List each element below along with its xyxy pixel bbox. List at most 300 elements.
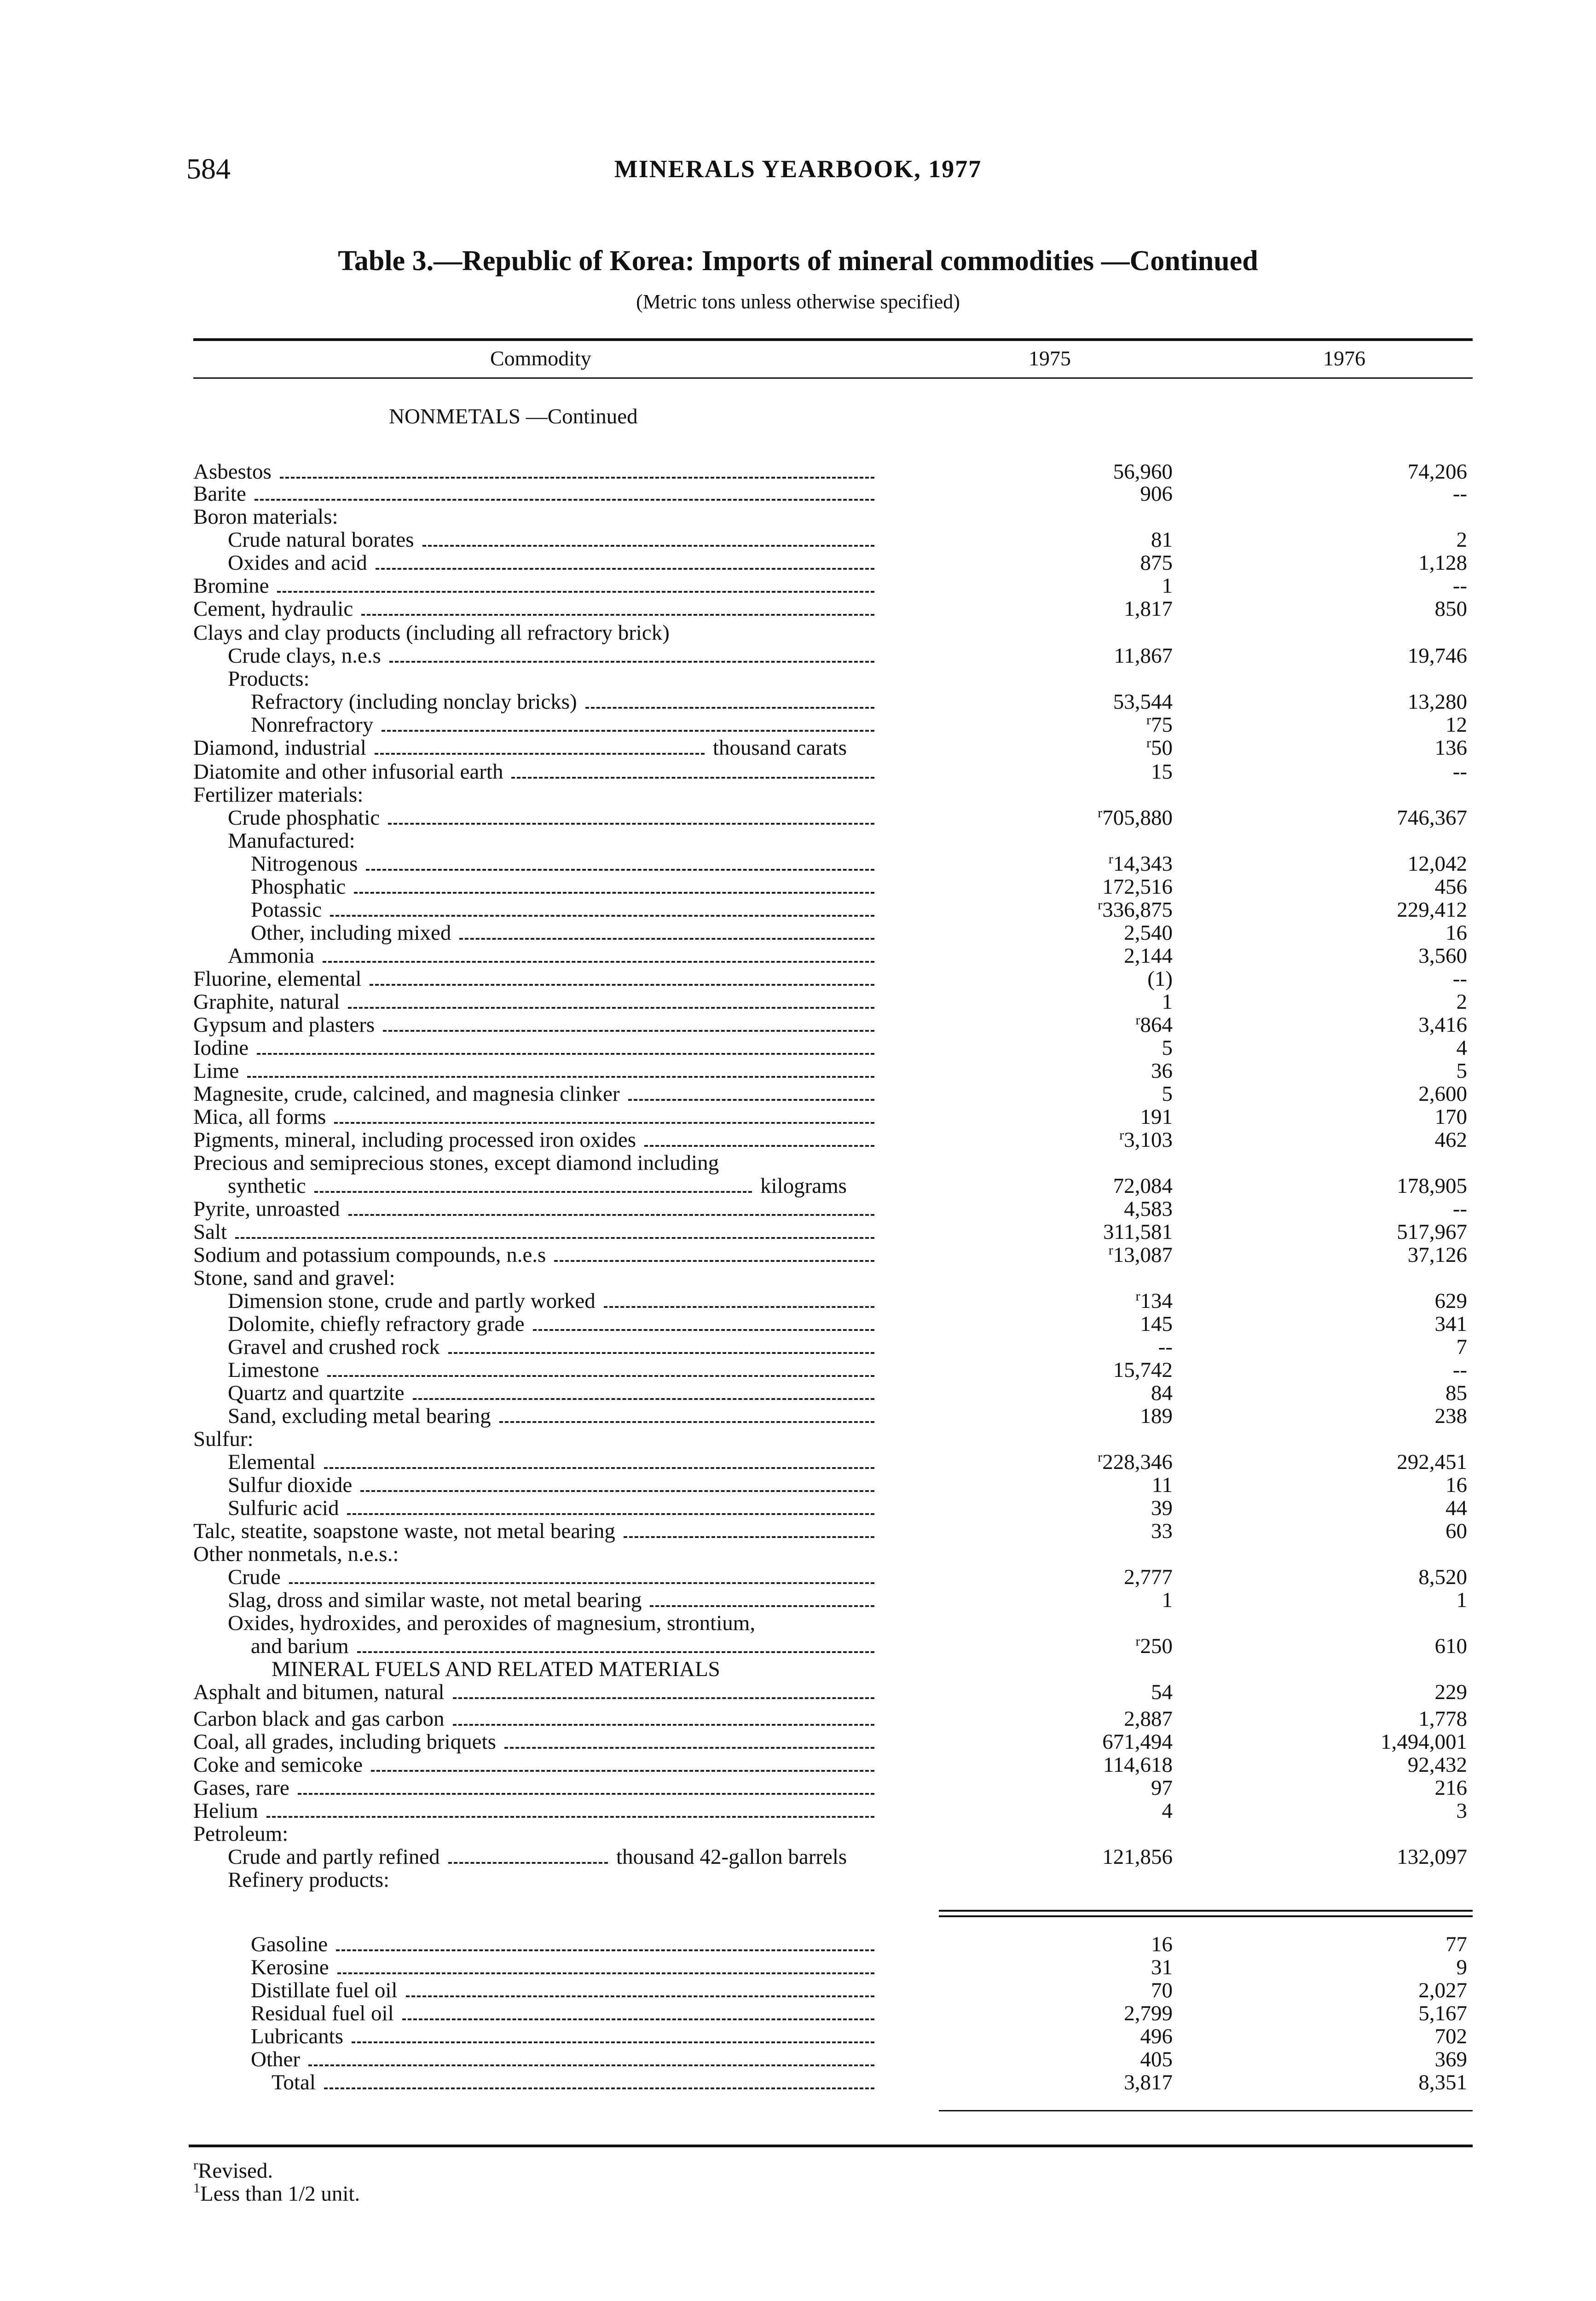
leader-dots xyxy=(376,568,874,570)
table-top-rule xyxy=(193,338,1473,341)
value-1976: 136 xyxy=(1434,736,1467,760)
group-heading-row xyxy=(0,1822,1596,1845)
commodity-label: Salt xyxy=(193,1220,227,1244)
value-1976: 1 xyxy=(1456,1588,1467,1612)
commodity-label: Oxides, hydroxides, and peroxides of magnesium, strontium, xyxy=(228,1611,756,1635)
leader-dots xyxy=(308,2064,874,2066)
value-1976: 1,128 xyxy=(1418,551,1467,575)
column-header-commodity: Commodity xyxy=(490,347,591,370)
value-1976: 2 xyxy=(1456,990,1467,1014)
value-1976: 238 xyxy=(1434,1404,1467,1428)
commodity-label: Asphalt and bitumen, natural xyxy=(193,1680,445,1704)
group-heading-row xyxy=(0,1266,1596,1289)
commodity-label: Stone, sand and gravel: xyxy=(193,1266,395,1290)
value-1975: $^r$75 xyxy=(1146,712,1173,737)
leader-dots xyxy=(624,1536,874,1538)
value-1976: 16 xyxy=(1446,1473,1467,1497)
commodity-label: Pyrite, unroasted xyxy=(193,1197,340,1221)
table-row xyxy=(0,1105,1596,1128)
commodity-label: NONMETALS —Continued xyxy=(389,405,638,428)
commodity-label: Diatomite and other infusorial earth xyxy=(193,760,503,784)
table-row xyxy=(0,1312,1596,1336)
commodity-label: Precious and semiprecious stones, except diamond including xyxy=(193,1151,719,1175)
group-heading-row xyxy=(0,1612,1596,1635)
leader-dots xyxy=(453,1697,874,1699)
value-1975: 16 xyxy=(1151,1932,1173,1956)
leader-dots xyxy=(347,1513,874,1515)
value-1975: 191 xyxy=(1140,1105,1173,1129)
group-heading-row xyxy=(0,829,1596,852)
value-1975: 1 xyxy=(1162,1588,1173,1612)
value-1976: 341 xyxy=(1434,1312,1467,1336)
leader-dots xyxy=(348,1214,874,1216)
commodity-label: Carbon black and gas carbon xyxy=(193,1707,445,1731)
leader-dots xyxy=(382,730,874,732)
leader-dots xyxy=(413,1398,874,1400)
value-1975: (1) xyxy=(1147,967,1173,991)
table-row xyxy=(0,460,1596,483)
value-1975: 11,867 xyxy=(1114,644,1173,668)
value-1975: $^r$3,103 xyxy=(1119,1127,1173,1152)
group-heading-row xyxy=(0,783,1596,806)
value-1975: 56,960 xyxy=(1113,460,1173,484)
value-1975: $^r$14,343 xyxy=(1108,851,1173,876)
table-row xyxy=(0,1589,1596,1612)
value-1975: 121,856 xyxy=(1102,1845,1173,1869)
value-1976: 746,367 xyxy=(1397,806,1467,830)
value-1975: 2,144 xyxy=(1124,944,1173,968)
value-1975: 5 xyxy=(1162,1082,1173,1106)
value-1976: 369 xyxy=(1434,2047,1467,2071)
commodity-label: Barite xyxy=(193,482,246,506)
leader-dots xyxy=(235,1237,874,1239)
value-1975: $^r$705,880 xyxy=(1098,805,1173,830)
value-1975: 2,540 xyxy=(1124,921,1173,945)
table-row xyxy=(0,2002,1596,2025)
commodity-label: Manufactured: xyxy=(228,829,355,853)
commodity-label: Residual fuel oil xyxy=(251,2001,394,2025)
commodity-label: Dimension stone, crude and partly worked xyxy=(228,1289,596,1313)
commodity-label: Crude phosphatic xyxy=(228,806,380,830)
revised-mark: r xyxy=(1098,1450,1103,1465)
table-row xyxy=(0,1933,1596,1956)
leader-dots xyxy=(533,1329,874,1331)
value-1976: 517,967 xyxy=(1397,1220,1467,1244)
commodity-label: Limestone xyxy=(228,1358,319,1382)
commodity-label: Nitrogenous xyxy=(251,852,358,876)
table-row xyxy=(0,1707,1596,1730)
commodity-label: Oxides and acid xyxy=(228,551,367,575)
leader-dots xyxy=(383,1030,874,1032)
table-row xyxy=(0,1566,1596,1589)
table-row xyxy=(0,1497,1596,1520)
table-row xyxy=(0,736,1596,759)
table-row xyxy=(0,1128,1596,1151)
revised-mark: r xyxy=(1108,851,1113,867)
leader-dots xyxy=(334,1122,874,1124)
leader-dots xyxy=(448,1352,874,1354)
commodity-label: Distillate fuel oil xyxy=(251,1978,398,2002)
commodity-label: Petroleum: xyxy=(193,1822,289,1846)
commodity-label: Elemental xyxy=(228,1450,316,1474)
leader-dots xyxy=(324,2087,874,2089)
table-row xyxy=(0,1474,1596,1497)
commodity-label: Talc, steatite, soapstone waste, not metal bearing xyxy=(193,1519,615,1543)
value-1975: 496 xyxy=(1140,2024,1173,2048)
subtotal-double-rule-top xyxy=(939,1910,1473,1912)
commodity-label: Coke and semicoke xyxy=(193,1753,363,1777)
table-row xyxy=(0,1243,1596,1266)
value-1976: 5 xyxy=(1456,1059,1467,1083)
value-1976: 2,600 xyxy=(1418,1082,1467,1106)
table-row xyxy=(0,2071,1596,2094)
revised-mark: r xyxy=(1135,1289,1140,1304)
leader-dots xyxy=(650,1605,874,1607)
value-1976: 292,451 xyxy=(1397,1450,1467,1474)
table-subtitle: (Metric tons unless otherwise specified) xyxy=(636,290,960,313)
table-row xyxy=(0,597,1596,620)
table-row xyxy=(0,1635,1596,1658)
value-1976: -- xyxy=(1452,967,1467,991)
commodity-label: Boron materials: xyxy=(193,505,338,529)
value-1976: -- xyxy=(1452,482,1467,506)
footnote-revised: $^r$Revised. xyxy=(193,2157,273,2183)
table-row xyxy=(0,2025,1596,2048)
revised-mark: r xyxy=(1108,1243,1113,1258)
value-1976: 7 xyxy=(1456,1335,1467,1359)
group-heading-row xyxy=(0,1543,1596,1566)
leader-dots xyxy=(324,1467,874,1469)
value-1975: 72,084 xyxy=(1113,1174,1173,1198)
leader-dots xyxy=(257,1053,874,1055)
leader-dots xyxy=(348,1007,874,1009)
value-1976: 2,027 xyxy=(1418,1978,1467,2002)
leader-dots xyxy=(247,1076,874,1078)
table-row xyxy=(0,1336,1596,1359)
leader-dots xyxy=(371,1770,874,1772)
commodity-label: Total xyxy=(272,2070,316,2094)
leader-dots xyxy=(604,1306,874,1308)
value-1976: 170 xyxy=(1434,1105,1467,1129)
table-row xyxy=(0,1220,1596,1243)
value-1975: $^r$336,875 xyxy=(1098,897,1173,922)
group-heading-row xyxy=(0,1151,1596,1174)
table-row xyxy=(0,1036,1596,1059)
table-row xyxy=(0,1730,1596,1753)
page-number: 584 xyxy=(186,152,231,185)
table-row xyxy=(0,1845,1596,1868)
value-1976: -- xyxy=(1452,760,1467,784)
value-1976: -- xyxy=(1452,574,1467,598)
leader-dots xyxy=(459,938,874,940)
revised-mark: r xyxy=(1098,897,1103,913)
commodity-label: Sulfuric acid xyxy=(228,1496,339,1520)
revised-mark: r xyxy=(1119,1127,1124,1143)
commodity-label: Iodine xyxy=(193,1036,249,1060)
value-1976: 3,560 xyxy=(1418,944,1467,968)
leader-dots xyxy=(422,545,874,547)
revised-mark: r xyxy=(1146,735,1151,751)
value-1975: 84 xyxy=(1151,1381,1173,1405)
table-row xyxy=(0,574,1596,597)
value-1975: 97 xyxy=(1151,1776,1173,1800)
leader-dots xyxy=(289,1582,874,1584)
table-row xyxy=(0,1799,1596,1822)
value-1975: 2,799 xyxy=(1124,2001,1173,2025)
footnote-less-than-half: $^1$Less than 1/2 unit. xyxy=(193,2180,360,2206)
table-row xyxy=(0,1359,1596,1382)
commodity-label: Asbestos xyxy=(193,460,272,484)
value-1976: 178,905 xyxy=(1397,1174,1467,1198)
value-1976: 74,206 xyxy=(1407,460,1467,484)
leader-dots xyxy=(402,2018,874,2020)
value-1976: 16 xyxy=(1446,921,1467,945)
value-1975: 875 xyxy=(1140,551,1173,575)
leader-dots xyxy=(337,1972,874,1974)
unit-label: thousand 42-gallon barrels xyxy=(616,1845,847,1869)
value-1975: 2,777 xyxy=(1124,1565,1173,1589)
leader-dots xyxy=(585,707,874,709)
value-1976: 12 xyxy=(1446,713,1467,737)
value-1975: 81 xyxy=(1151,528,1173,552)
commodity-label: Magnesite, crude, calcined, and magnesia clinker xyxy=(193,1082,620,1106)
leader-dots xyxy=(254,499,874,501)
table-row xyxy=(0,690,1596,713)
value-1976: -- xyxy=(1452,1197,1467,1221)
value-1976: 132,097 xyxy=(1397,1845,1467,1869)
leader-dots xyxy=(336,1949,874,1951)
table-row xyxy=(0,1289,1596,1312)
value-1976: 229 xyxy=(1434,1680,1467,1704)
subtotal-double-rule-bottom xyxy=(939,1915,1473,1917)
commodity-label: Graphite, natural xyxy=(193,990,340,1014)
commodity-label: MINERAL FUELS AND RELATED MATERIALS xyxy=(272,1657,720,1681)
leader-dots xyxy=(448,1862,608,1864)
value-1976: 85 xyxy=(1446,1381,1467,1405)
value-1975: 906 xyxy=(1140,482,1173,506)
value-1976: 3,416 xyxy=(1418,1013,1467,1037)
value-1976: 216 xyxy=(1434,1776,1467,1800)
value-1975: 33 xyxy=(1151,1519,1173,1543)
value-1975: 1,817 xyxy=(1124,597,1173,621)
leader-dots xyxy=(366,869,874,871)
leader-dots xyxy=(389,661,874,663)
commodity-label: Other nonmetals, n.e.s.: xyxy=(193,1542,399,1566)
commodity-label: Kerosine xyxy=(251,1955,329,1979)
value-1975: 4,583 xyxy=(1124,1197,1173,1221)
leader-dots xyxy=(298,1793,874,1795)
value-1976: 9 xyxy=(1456,1955,1467,1979)
page-header xyxy=(0,152,1596,193)
value-1976: 8,520 xyxy=(1418,1565,1467,1589)
value-1976: 702 xyxy=(1434,2024,1467,2048)
value-1975: 1 xyxy=(1162,990,1173,1014)
commodity-label: Products: xyxy=(228,667,310,691)
commodity-label: Ammonia xyxy=(228,944,314,968)
value-1975: $^r$50 xyxy=(1146,735,1173,760)
leader-dots xyxy=(644,1145,874,1147)
commodity-label: Dolomite, chiefly refractory grade xyxy=(228,1312,525,1336)
value-1976: 60 xyxy=(1446,1519,1467,1543)
value-1975: 145 xyxy=(1140,1312,1173,1336)
value-1976: 37,126 xyxy=(1407,1243,1467,1267)
table-row xyxy=(0,644,1596,667)
table-row xyxy=(0,1059,1596,1082)
leader-dots xyxy=(628,1099,874,1101)
value-1975: 189 xyxy=(1140,1404,1173,1428)
table-row xyxy=(0,1753,1596,1776)
section-heading xyxy=(0,405,1596,428)
commodity-label: Sulfur: xyxy=(193,1427,254,1451)
group-heading-row xyxy=(0,667,1596,690)
value-1975: 53,544 xyxy=(1113,690,1173,714)
revised-mark: r xyxy=(1098,805,1103,821)
value-1976: 92,432 xyxy=(1407,1753,1467,1777)
value-1976: 4 xyxy=(1456,1036,1467,1060)
commodity-label: Clays and clay products (including all refractory brick) xyxy=(193,621,670,645)
leader-dots xyxy=(323,961,874,963)
table-row xyxy=(0,1382,1596,1405)
table-row xyxy=(0,1681,1596,1704)
group-heading-row xyxy=(0,1868,1596,1891)
commodity-label: Coal, all grades, including briquets xyxy=(193,1730,496,1754)
value-1976: 1,778 xyxy=(1418,1707,1467,1731)
commodity-label: Sodium and potassium compounds, n.e.s xyxy=(193,1243,546,1267)
value-1976: 3 xyxy=(1456,1799,1467,1823)
leader-dots xyxy=(375,753,705,755)
value-1976: 610 xyxy=(1434,1634,1467,1658)
header-bottom-rule xyxy=(193,377,1473,379)
commodity-label: Quartz and quartzite xyxy=(228,1381,405,1405)
value-1975: 54 xyxy=(1151,1680,1173,1704)
commodity-label: Other, including mixed xyxy=(251,921,451,945)
table-row xyxy=(0,1776,1596,1799)
commodity-label: Nonrefractory xyxy=(251,713,374,737)
leader-dots xyxy=(327,1375,874,1377)
table-row xyxy=(0,1013,1596,1036)
commodity-label: Phosphatic xyxy=(251,875,346,899)
value-1976: 2 xyxy=(1456,528,1467,552)
commodity-label: Slag, dross and similar waste, not metal bearing xyxy=(228,1588,642,1612)
value-1975: 114,618 xyxy=(1103,1753,1173,1777)
value-1975: 405 xyxy=(1140,2047,1173,2071)
group-heading-row xyxy=(0,621,1596,644)
revised-mark: r xyxy=(1135,1634,1140,1649)
value-1975: 3,817 xyxy=(1124,2070,1173,2094)
value-1975: 2,887 xyxy=(1124,1707,1173,1731)
leader-dots xyxy=(360,1490,874,1492)
unit-label: thousand carats xyxy=(713,736,847,760)
value-1975: $^r$13,087 xyxy=(1108,1243,1173,1267)
value-1976: 456 xyxy=(1434,875,1467,899)
commodity-label: and barium xyxy=(251,1634,349,1658)
commodity-label: Sand, excluding metal bearing xyxy=(228,1404,491,1428)
value-1976: 1,494,001 xyxy=(1381,1730,1467,1754)
value-1976: 850 xyxy=(1434,597,1467,621)
leader-dots xyxy=(453,1724,874,1726)
leader-dots xyxy=(277,591,874,593)
column-header-1976: 1976 xyxy=(1323,347,1365,370)
leader-dots xyxy=(370,984,874,986)
commodity-label: synthetic xyxy=(228,1174,306,1198)
value-1975: 70 xyxy=(1151,1978,1173,2002)
commodity-label: Crude natural borates xyxy=(228,528,414,552)
value-1975: 31 xyxy=(1151,1955,1173,1979)
table-row xyxy=(0,1405,1596,1428)
table-row xyxy=(0,852,1596,875)
commodity-label: Lubricants xyxy=(251,2024,343,2048)
table-row xyxy=(0,921,1596,944)
value-1976: 44 xyxy=(1446,1496,1467,1520)
leader-dots xyxy=(354,892,874,894)
value-1976: 12,042 xyxy=(1407,852,1467,876)
leader-dots xyxy=(499,1421,874,1423)
commodity-label: Gases, rare xyxy=(193,1776,289,1800)
table-row xyxy=(0,713,1596,736)
value-1976: 462 xyxy=(1434,1128,1467,1152)
commodity-label: Cement, hydraulic xyxy=(193,597,353,621)
leader-dots xyxy=(330,915,874,917)
value-1975: 11 xyxy=(1151,1473,1173,1497)
value-1975: 15 xyxy=(1151,760,1173,784)
commodity-label: Helium xyxy=(193,1799,258,1823)
table-row xyxy=(0,1520,1596,1543)
value-1975: 39 xyxy=(1151,1496,1173,1520)
commodity-label: Gypsum and plasters xyxy=(193,1013,375,1037)
table-title: Table 3.—Republic of Korea: Imports of mineral commodities —Continued xyxy=(338,245,1258,277)
leader-dots xyxy=(352,2041,874,2043)
table-row xyxy=(0,1082,1596,1105)
value-1975: $^r$864 xyxy=(1135,1012,1173,1037)
value-1975: -- xyxy=(1158,1335,1173,1359)
value-1975: $^r$250 xyxy=(1135,1634,1173,1658)
value-1976: 77 xyxy=(1446,1932,1467,1956)
table-row xyxy=(0,551,1596,574)
table-row xyxy=(0,1451,1596,1474)
revised-mark: r xyxy=(1146,712,1151,728)
leader-dots xyxy=(357,1651,874,1653)
table-row xyxy=(0,1979,1596,2002)
commodity-label: Mica, all forms xyxy=(193,1105,326,1129)
table-row xyxy=(0,760,1596,783)
table-row xyxy=(0,482,1596,505)
value-1975: 36 xyxy=(1151,1059,1173,1083)
commodity-label: Refractory (including nonclay bricks) xyxy=(251,690,577,714)
table-row xyxy=(0,2048,1596,2071)
commodity-label: Refinery products: xyxy=(228,1868,390,1892)
value-1975: 172,516 xyxy=(1102,875,1173,899)
value-1976: 8,351 xyxy=(1418,2070,1467,2094)
section-heading xyxy=(0,1658,1596,1681)
commodity-label: Sulfur dioxide xyxy=(228,1473,353,1497)
leader-dots xyxy=(314,1191,752,1193)
commodity-label: Crude clays, n.e.s xyxy=(228,644,381,668)
group-heading-row xyxy=(0,505,1596,528)
table-row xyxy=(0,944,1596,967)
leader-dots xyxy=(361,614,874,616)
value-1976: 5,167 xyxy=(1418,2001,1467,2025)
leader-dots xyxy=(266,1816,874,1818)
table-row xyxy=(0,528,1596,551)
table-row xyxy=(0,967,1596,990)
value-1975: 15,742 xyxy=(1113,1358,1173,1382)
table-row xyxy=(0,806,1596,829)
leader-dots xyxy=(388,823,874,825)
leader-dots xyxy=(554,1260,874,1262)
commodity-label: Crude xyxy=(228,1565,281,1589)
leader-dots xyxy=(406,1995,874,1997)
commodity-label: Other xyxy=(251,2047,301,2071)
